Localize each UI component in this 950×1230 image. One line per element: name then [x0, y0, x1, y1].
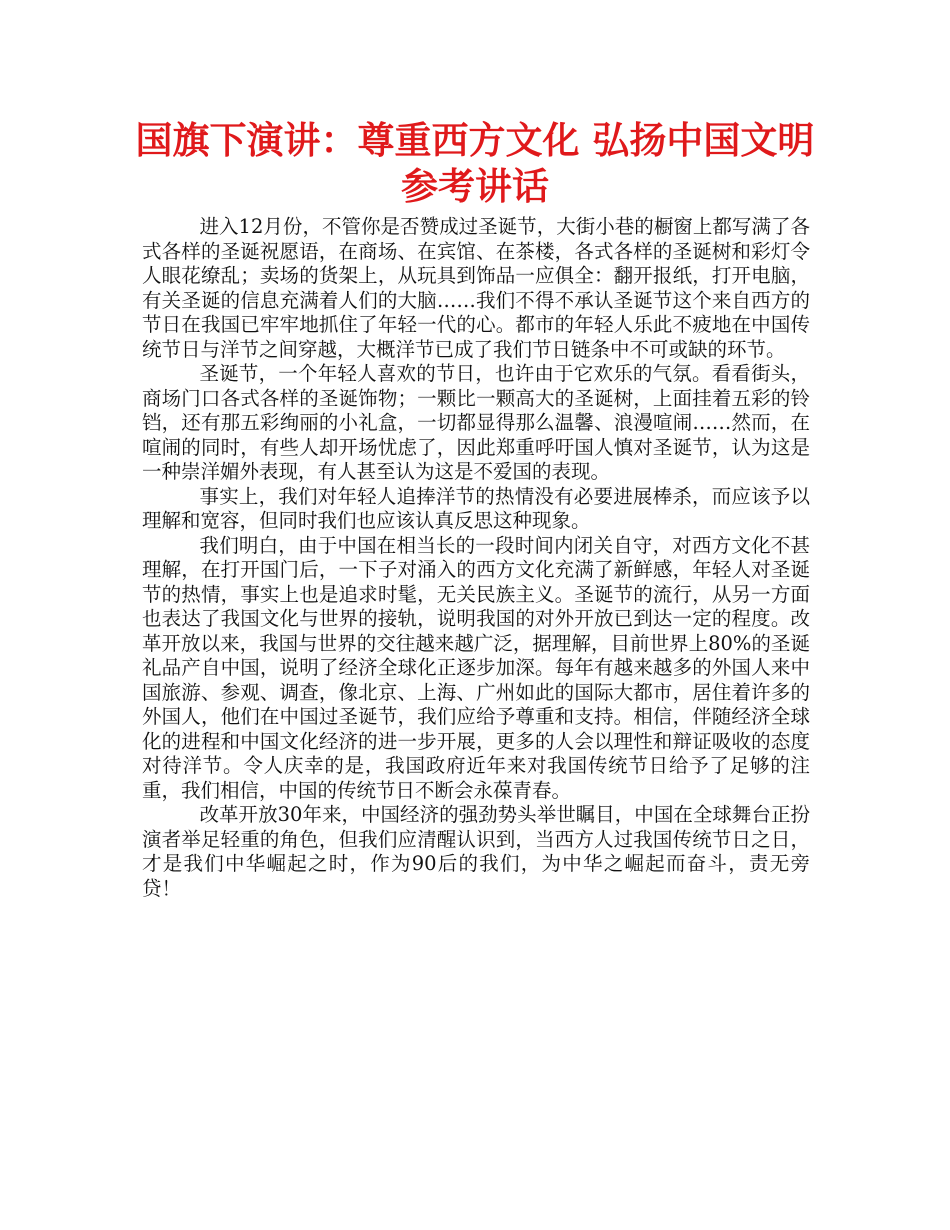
paragraph-2: 圣诞节，一个年轻人喜欢的节日，也许由于它欢乐的气氛。看看街头，商场门口各式各样的圣诞饰物；一颗比一颗高大的圣诞树，上面挂着五彩的铃铛，还有那五彩绚丽的小礼盒，一切都显得那么温馨、浪漫喧闹……然而，在喧闹的同时，有些人却开场忧虑了，因此郑重呼吁国人慎对圣诞节，认为这是一种崇洋媚外表现，有人甚至认为这是不爱国的表现。 — [142, 362, 810, 483]
document-body — [142, 215, 810, 901]
title-line-2: 参考讲话 — [401, 165, 549, 208]
document-title — [100, 118, 850, 210]
paragraph-4: 我们明白，由于中国在相当长的一段时间内闭关自守，对西方文化不甚理解，在打开国门后，一下子对涌入的西方文化充满了新鲜感，年轻人对圣诞节的热情，事实上也是追求时髦，无关民族主义。圣诞节的流行，从另一方面也表达了我国文化与世界的接轨，说明我国的对外开放已到达一定的程度。改革开放以来，我国与世界的交往越来越广泛，据理解，目前世界上80%的圣诞礼品产自中国，说明了经济全球化正逐步加深。每年有越来越多的外国人来中国旅游、参观、调查，像北京、上海、广州如此的国际大都市，居住着许多的外国人，他们在中国过圣诞节，我们应给予尊重和支持。相信，伴随经济全球化的进程和中国文化经济的进一步开展，更多的人会以理性和辩证吸收的态度对待洋节。令人庆幸的是，我国政府近年来对我国传统节日给予了足够的注重，我们相信，中国的传统节日不断会永葆青春。 — [142, 533, 810, 802]
paragraph-5: 改革开放30年来，中国经济的强劲势头举世瞩目，中国在全球舞台正扮演者举足轻重的角色，但我们应清醒认识到，当西方人过我国传统节日之日，才是我们中华崛起之时，作为90后的我们，为中华之崛起而奋斗，责无旁贷！ — [142, 803, 810, 900]
paragraph-3: 事实上，我们对年轻人追捧洋节的热情没有必要进展棒杀，而应该予以理解和宽容，但同时我们也应该认真反思这种现象。 — [142, 484, 810, 532]
title-line-1: 国旗下演讲：尊重西方文化 弘扬中国文明 — [135, 119, 815, 162]
paragraph-1: 进入12月份，不管你是否赞成过圣诞节，大街小巷的橱窗上都写满了各式各样的圣诞祝愿语，在商场、在宾馆、在茶楼，各式各样的圣诞树和彩灯令人眼花缭乱；卖场的货架上，从玩具到饰品一应俱全：翻开报纸，打开电脑，有关圣诞的信息充满着人们的大脑……我们不得不承认圣诞节这个来自西方的节日在我国已牢牢地抓住了年轻一代的心。都市的年轻人乐此不疲地在中国传统节日与洋节之间穿越，大概洋节已成了我们节日链条中不可或缺的环节。 — [142, 215, 810, 361]
